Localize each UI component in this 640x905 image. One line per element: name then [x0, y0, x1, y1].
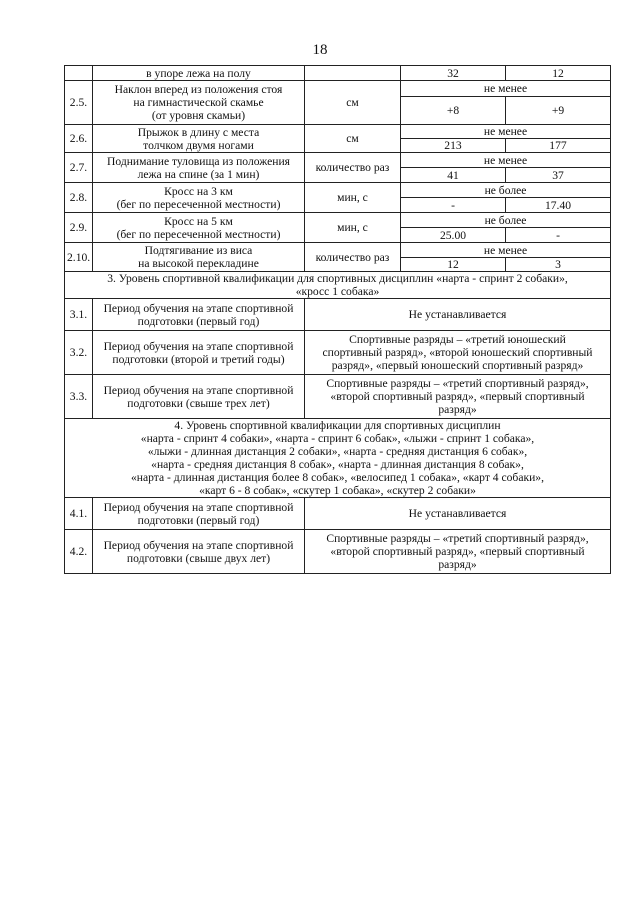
standards-table	[64, 65, 611, 574]
unit-cell: мин, с	[305, 213, 401, 243]
table-row	[65, 243, 611, 258]
period-label: Период обучения на этапе спортивной подготовки (первый год)	[93, 498, 305, 530]
row-number: 2.7.	[65, 153, 93, 183]
row-number: 2.9.	[65, 213, 93, 243]
qualification-value: Спортивные разряды – «третий спортивный разряд», «второй спортивный разряд», «первый спортивный разряд»	[305, 375, 611, 419]
table-row	[65, 498, 611, 530]
section-header	[65, 272, 611, 299]
qualification-value: Не устанавливается	[305, 498, 611, 530]
table-row	[65, 153, 611, 168]
table-row	[65, 183, 611, 198]
female-value: 3	[506, 258, 611, 272]
male-value: +8	[401, 97, 506, 125]
exercise-label: в упоре лежа на полу	[93, 66, 305, 81]
section-3-title: 3. Уровень спортивной квалификации для спортивных дисциплин «нарта - спринт 2 собаки», «кросс 1 собака»	[65, 272, 611, 299]
exercise-label: Кросс на 5 км (бег по пересеченной местности)	[93, 213, 305, 243]
male-value: 41	[401, 168, 506, 183]
male-value: 32	[401, 66, 506, 81]
period-label: Период обучения на этапе спортивной подготовки (свыше двух лет)	[93, 530, 305, 574]
period-label: Период обучения на этапе спортивной подготовки (первый год)	[93, 299, 305, 331]
exercise-label: Наклон вперед из положения стоя на гимнастической скамье (от уровня скамьи)	[93, 81, 305, 125]
norm-header: не менее	[401, 125, 611, 139]
qualification-value: Спортивные разряды – «третий спортивный разряд», «второй спортивный разряд», «первый спортивный разряд»	[305, 530, 611, 574]
row-number: 4.1.	[65, 498, 93, 530]
table-row	[65, 125, 611, 139]
table-row	[65, 375, 611, 419]
row-number: 2.10.	[65, 243, 93, 272]
page-number: 18	[312, 42, 328, 58]
row-number: 2.8.	[65, 183, 93, 213]
female-value: -	[506, 228, 611, 243]
norm-header: не менее	[401, 81, 611, 97]
male-value: 213	[401, 139, 506, 153]
norm-header: не более	[401, 183, 611, 198]
table-row	[65, 299, 611, 331]
period-label: Период обучения на этапе спортивной подготовки (второй и третий годы)	[93, 331, 305, 375]
unit-cell: количество раз	[305, 153, 401, 183]
norm-header: не более	[401, 213, 611, 228]
female-value: 177	[506, 139, 611, 153]
female-value: 12	[506, 66, 611, 81]
row-number: 2.6.	[65, 125, 93, 153]
table-row	[65, 66, 611, 81]
female-value: +9	[506, 97, 611, 125]
table-row	[65, 331, 611, 375]
table-row	[65, 530, 611, 574]
male-value: 12	[401, 258, 506, 272]
qualification-value: Не устанавливается	[305, 299, 611, 331]
row-number: 4.2.	[65, 530, 93, 574]
row-number: 3.3.	[65, 375, 93, 419]
row-number: 3.2.	[65, 331, 93, 375]
exercise-label: Подтягивание из виса на высокой перекладине	[93, 243, 305, 272]
norm-header: не менее	[401, 153, 611, 168]
qualification-value: Спортивные разряды – «третий юношеский спортивный разряд», «второй юношеский спортивный разряд», «первый юношеский спортивный разряд»	[305, 331, 611, 375]
male-value: -	[401, 198, 506, 213]
male-value: 25.00	[401, 228, 506, 243]
period-label: Период обучения на этапе спортивной подготовки (свыше трех лет)	[93, 375, 305, 419]
norm-header: не менее	[401, 243, 611, 258]
row-number: 2.5.	[65, 81, 93, 125]
female-value: 17.40	[506, 198, 611, 213]
unit-cell: см	[305, 81, 401, 125]
unit-cell: мин, с	[305, 183, 401, 213]
unit-cell: количество раз	[305, 243, 401, 272]
exercise-label: Поднимание туловища из положения лежа на спине (за 1 мин)	[93, 153, 305, 183]
table-row	[65, 213, 611, 228]
section-header	[65, 419, 611, 498]
exercise-label: Кросс на 3 км (бег по пересеченной местности)	[93, 183, 305, 213]
exercise-label: Прыжок в длину с места толчком двумя ногами	[93, 125, 305, 153]
row-number: 3.1.	[65, 299, 93, 331]
female-value: 37	[506, 168, 611, 183]
unit-cell: см	[305, 125, 401, 153]
table-row	[65, 81, 611, 97]
section-4-title: 4. Уровень спортивной квалификации для спортивных дисциплин «нарта - спринт 4 собаки», «нарта - спринт 6 собак», «лыжи - спринт 1 собака», «лыжи - длинная дистанция 2 собаки», «нарта - средняя дистанция 6 собак», «нарта - средняя дистанция 8 собак», «нарта - длинная дистанция 8 собак», «нарта - длинная дистанция более 8 собак», «велосипед 1 собака», «карт 4 собаки», «карт 6 - 8 собак», «скутер 1 собака», «скутер 2 собаки»	[65, 419, 611, 498]
